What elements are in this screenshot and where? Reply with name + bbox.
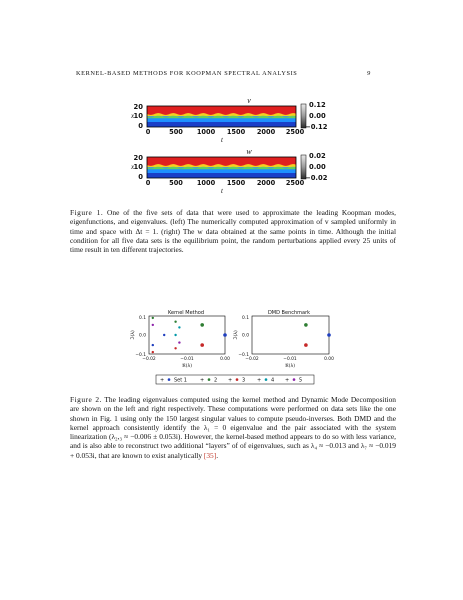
- heatmap-v-ytick: 10: [133, 112, 143, 120]
- legend-dot-icon: [168, 378, 171, 381]
- heatmap-v-xtick: 2000: [256, 128, 276, 136]
- eigenvalue-point: [200, 323, 204, 327]
- figure-2-caption: [70, 395, 396, 460]
- heatmap-w-colorbar-tick: −0.02: [305, 174, 328, 182]
- kernel-plot-frame: [149, 316, 225, 354]
- kernel-plot-points: [152, 317, 227, 354]
- kernel-plot-xtick: 0.00: [220, 357, 230, 362]
- heatmap-v-band-hot: [147, 106, 296, 115]
- heatmap-w-colorbar-tick: 0.00: [309, 163, 326, 171]
- legend-item: [160, 378, 187, 384]
- running-title: KERNEL-BASED METHODS FOR KOOPMAN SPECTRAL ANALYSIS: [76, 70, 298, 77]
- heatmap-w-panel: [130, 147, 328, 195]
- dmd-plot-frame: [252, 316, 329, 354]
- eigenvalue-point: [152, 344, 154, 346]
- heatmap-w-xtick: 500: [169, 179, 183, 187]
- dmd-plot-ytick: −0.1: [238, 353, 249, 358]
- dmd-plot-xtick: 0.00: [324, 357, 334, 362]
- dmd-plot-xtick: −0.01: [283, 357, 297, 362]
- eigenvalue-point: [178, 326, 180, 328]
- eigenvalue-point: [174, 347, 176, 349]
- figure-2-legend: [156, 375, 314, 384]
- dmd-plot-xlabel: ℜ(λ): [284, 364, 296, 369]
- heatmap-w-ytick: 0: [138, 173, 143, 181]
- heatmap-v-colorbar-tick: 0.00: [309, 112, 326, 120]
- legend-label: 5: [299, 377, 303, 384]
- eigenvalue-point: [178, 341, 180, 343]
- legend-dot-icon: [265, 378, 268, 381]
- heatmap-w-xtick: 0: [145, 179, 151, 187]
- eigenvalue-point: [152, 324, 154, 326]
- figure-1-caption-text: One of the five sets of data that were used to approximate the leading Koopman modes, eigenfunctions, and eigenvalues. (left) The numerically computed approximation of v sampled uniformly in time and space with Δt = 1. (right) The w data obtained at the same points in time. Although the initial condition for all five data sets is the equilibrium point, the random perturbations applied every 25 units of time result in ten different trajectories.: [70, 208, 396, 255]
- dmd-plot-xtick: −0.02: [245, 357, 259, 362]
- eigenvalue-point: [174, 334, 176, 336]
- heatmap-v-xlabel: t: [221, 136, 223, 144]
- legend-marker-icon: +: [285, 377, 290, 384]
- heatmap-w-colorbar-tick: 0.02: [309, 152, 326, 160]
- eigenvalue-point: [304, 343, 308, 347]
- legend-label: 3: [242, 377, 246, 384]
- legend-dot-icon: [208, 378, 211, 381]
- eigenvalue-point: [223, 333, 227, 337]
- legend-dot-icon: [236, 378, 239, 381]
- kernel-plot-xlabel: ℜ(λ): [181, 364, 193, 369]
- legend-marker-icon: +: [228, 377, 233, 384]
- figure-1-caption-label: Figure 1.: [70, 208, 104, 217]
- legend-marker-icon: +: [160, 377, 165, 384]
- kernel-plot-ytick: 0.0: [139, 333, 146, 339]
- eigenvalue-plot-kernel: [130, 310, 230, 369]
- kernel-plot-title: Kernel Method: [167, 310, 205, 316]
- figure-2-caption-text: The leading eigenvalues computed using the kernel method and Dynamic Mode Decomposition are shown on the left and right respectively. These computations were performed on data sets like the one shown in Fig. 1 using only the 150 largest singular values to compute pseudo-inverses. Both DMD and the kernel approach consistently identify the λ₁ = 0 eigenvalue and the pair associated with the system linearization (λ₂,₃ ≈ −0.006 ± 0.053i). However, the kernel-based method appears to do so with less variance, and is also able to reconstruct two additional “layers” of of eigenvalues, such as λ₄ ≈ −0.013 and λ₇ ≈ −0.019 + 0.053i, that are known to exist analytically: [70, 395, 397, 460]
- heatmap-v-xtick: 1500: [226, 128, 246, 136]
- heatmap-w-image: [147, 157, 296, 178]
- legend-dot-icon: [293, 378, 296, 381]
- legend-label: 4: [271, 377, 275, 384]
- dmd-plot-title: DMD Benchmark: [267, 310, 311, 316]
- heatmap-v-panel: [130, 96, 328, 144]
- heatmap-v-xticks: [146, 128, 305, 136]
- kernel-plot-xtick: −0.01: [180, 357, 194, 362]
- heatmap-v-ylabel: x: [131, 112, 135, 120]
- eigenvalue-point: [152, 351, 154, 353]
- figure-1-caption: [70, 208, 396, 254]
- heatmap-v-colorbar-tick: 0.12: [309, 101, 326, 109]
- heatmap-w-ylabel: x: [131, 163, 135, 171]
- kernel-plot-ytick: −0.1: [135, 353, 146, 358]
- legend-marker-icon: +: [257, 377, 262, 384]
- dmd-plot-points: [304, 323, 331, 347]
- figure-2-caption-end: .: [216, 450, 219, 460]
- dmd-plot-ylabel: ℑ(λ): [234, 330, 239, 340]
- kernel-plot-xtick: −0.02: [142, 357, 156, 362]
- eigenvalue-point: [327, 333, 331, 337]
- heatmap-w-xlabel: t: [221, 187, 223, 195]
- heatmap-v-ytick: 0: [138, 122, 143, 130]
- heatmap-v-xtick: 500: [169, 128, 183, 136]
- heatmap-w-xtick: 2000: [256, 179, 276, 187]
- heatmap-v-ytick: 20: [133, 103, 143, 111]
- eigenvalue-plot-dmd: [233, 310, 334, 369]
- legend-label: 2: [214, 377, 218, 384]
- heatmap-v-xtick: 2500: [285, 128, 305, 136]
- kernel-plot-ylabel: ℑ(λ): [131, 330, 136, 340]
- dmd-plot-ytick: 0.1: [242, 316, 249, 321]
- heatmap-w-band-hot: [147, 157, 296, 166]
- citation-link[interactable]: [35]: [203, 450, 217, 460]
- heatmap-w-band-deep: [147, 173, 296, 178]
- kernel-plot-ytick: 0.1: [139, 316, 146, 321]
- legend-label: Set 1: [174, 377, 187, 384]
- heatmap-w-ytick: 20: [133, 154, 143, 162]
- page-number: 9: [367, 70, 371, 77]
- heatmap-w-xtick: 1000: [196, 179, 216, 187]
- eigenvalue-point: [163, 334, 165, 336]
- heatmap-v-band-deep: [147, 122, 296, 127]
- heatmap-v-image: [147, 106, 296, 127]
- eigenvalue-point: [200, 343, 204, 347]
- eigenvalue-point: [174, 321, 176, 323]
- heatmap-w-ytick: 10: [133, 163, 143, 171]
- heatmap-v-title: v: [247, 96, 251, 105]
- heatmap-v-colorbar-tick: −0.12: [305, 123, 328, 131]
- legend-marker-icon: +: [200, 377, 205, 384]
- heatmap-v-xtick: 1000: [196, 128, 216, 136]
- heatmap-w-xtick: 2500: [285, 179, 305, 187]
- figure-2-caption-label: Figure 2.: [70, 395, 102, 404]
- heatmap-w-xtick: 1500: [226, 179, 246, 187]
- dmd-plot-ytick: 0.0: [242, 333, 249, 339]
- heatmap-w-title: w: [246, 147, 252, 156]
- eigenvalue-point: [304, 323, 308, 327]
- heatmap-w-xticks: [146, 179, 305, 187]
- eigenvalue-point: [152, 317, 154, 319]
- heatmap-v-xtick: 0: [145, 128, 151, 136]
